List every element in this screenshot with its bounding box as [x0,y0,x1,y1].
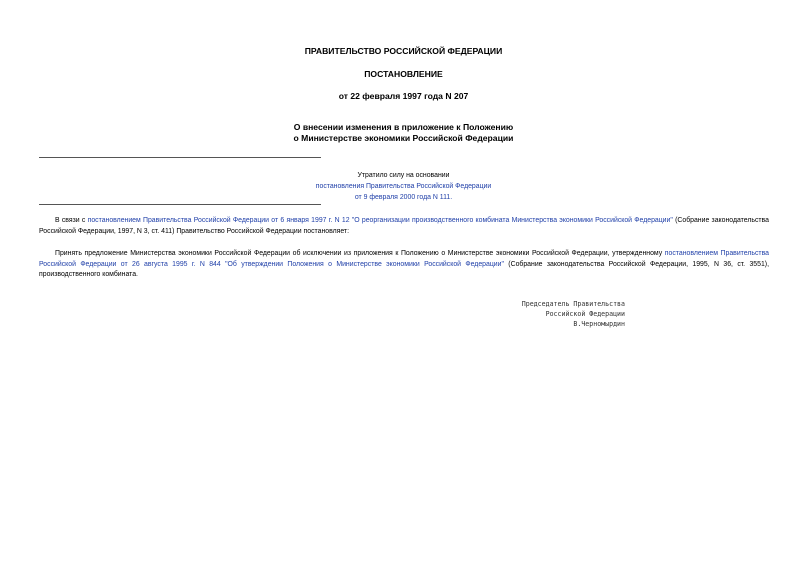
paragraph-2-suffix: (Собрание законодательства Российской Федерации, 1995, N 36, ст. 3551), производственного комбината. [39,260,769,279]
paragraph-1-link[interactable]: постановлением Правительства Российской Федерации от 6 января 1997 г. N 12 "О реорганизации производственного комбината Министерства экономики Российской Федерации" [87,217,673,224]
signature-block [460,300,625,329]
signature-name: В.Черномырдин [573,319,625,328]
status-note-text: Утратило силу на основании [357,172,450,179]
document-title-line-1: О внесении изменения в приложение к Положению [293,122,514,132]
signature-position: Председатель Правительства [521,300,625,308]
document-date-number: от 22 февраля 1997 года N 207 [338,91,469,101]
paragraph-1-suffix: (Собрание законодательства Российской Федерации, 1997, N 3, ст. 411) Правительство Российской Федерации постановляет: [39,217,769,235]
status-note-link-text-2[interactable]: от 9 февраля 2000 года N 111. [354,194,453,201]
signature-country: Российской Федерации [545,309,625,318]
paragraph-1-prefix: В связи с [55,217,88,224]
bottom-divider [39,204,321,205]
status-note-link-text-1[interactable]: постановления Правительства Российской Федерации [315,183,492,190]
paragraph-2-link[interactable]: постановлением Правительства Российской Федерации от 26 августа 1995 г. N 844 "Об утверждении Положения о Министерстве экономики Российской Федерации" [39,250,769,268]
document-title-line-2: о Министерстве экономики Российской Федерации [293,133,514,143]
paragraph-2-prefix: Принять предложение Министерства экономики Российской Федерации об исключении из приложения к Положению о Министерстве экономики Российской Федерации, утвержденному [55,250,665,257]
paragraph-1 [39,216,769,237]
paragraph-2 [39,249,769,281]
government-title: ПРАВИТЕЛЬСТВО РОССИЙСКОЙ ФЕДЕРАЦИИ [304,46,503,56]
status-note-link-line-1[interactable] [0,181,807,193]
document-type: ПОСТАНОВЛЕНИЕ [364,69,443,79]
top-divider [39,157,321,158]
status-note-link-line-2[interactable] [0,192,807,204]
